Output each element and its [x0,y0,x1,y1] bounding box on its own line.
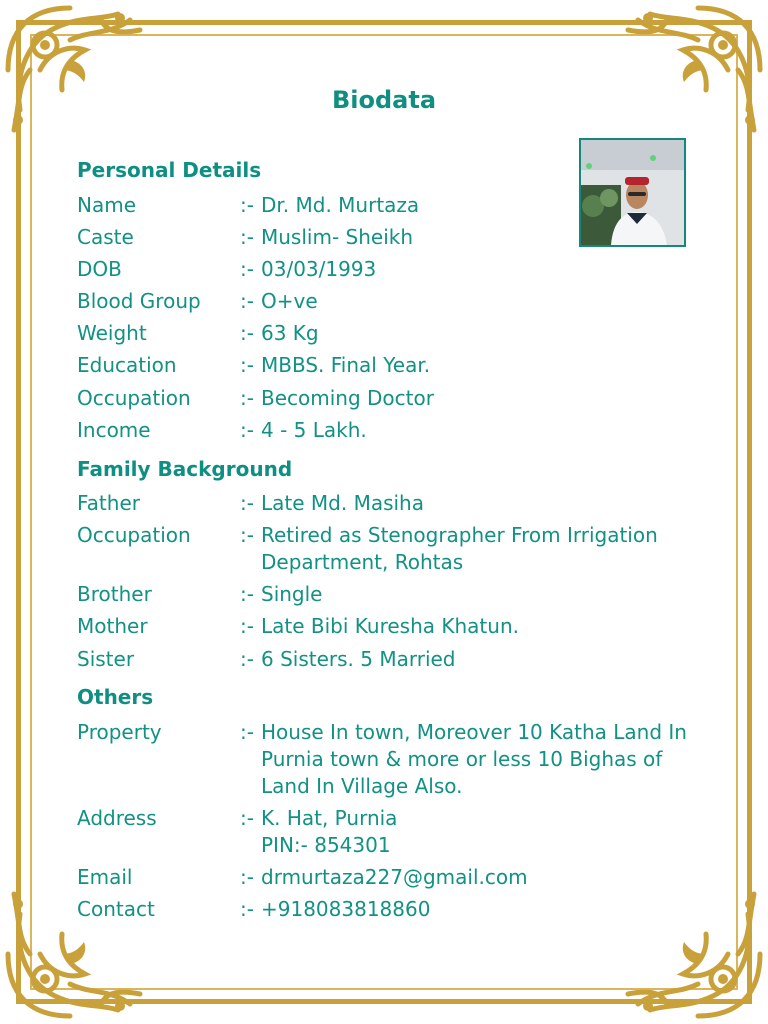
row-value: 6 Sisters. 5 Married [261,647,456,671]
row-value: K. Hat, Purnia PIN:- 854301 [261,806,398,857]
row-label: Blood Group [77,289,201,313]
row-label: Education [77,353,177,377]
corner-ornament-top-left [0,0,150,150]
row-value: 4 - 5 Lakh. [261,418,367,442]
section-heading-personal: Personal Details [77,158,262,182]
row-separator: :- [240,193,254,217]
row-separator: :- [240,289,254,313]
row-separator: :- [240,614,254,638]
row-separator: :- [240,257,254,281]
row-separator: :- [240,865,254,889]
row-value: O+ve [261,289,318,313]
row-separator: :- [240,418,254,442]
section-heading-family: Family Background [77,457,293,481]
row-value: Late Bibi Kuresha Khatun. [261,614,519,638]
row-separator: :- [240,523,254,547]
row-label: Father [77,491,140,515]
row-separator: :- [240,897,254,921]
row-value: 63 Kg [261,321,319,345]
row-value: 03/03/1993 [261,257,377,281]
row-label: Occupation [77,523,191,547]
row-separator: :- [240,647,254,671]
row-value: Becoming Doctor [261,386,434,410]
row-separator: :- [240,720,254,744]
corner-ornament-top-right [618,0,768,150]
row-value: Single [261,582,323,606]
row-label: Name [77,193,137,217]
row-label: Occupation [77,386,191,410]
row-separator: :- [240,806,254,830]
row-separator: :- [240,491,254,515]
row-label: Brother [77,582,152,606]
page-title: Biodata [331,86,437,114]
row-value: Retired as Stenographer From Irrigation Department, Rohtas [261,523,658,574]
row-label: Caste [77,225,134,249]
row-value: Late Md. Masiha [261,491,424,515]
row-value: Dr. Md. Murtaza [261,193,420,217]
row-label: Mother [77,614,148,638]
row-label: Email [77,865,133,889]
row-separator: :- [240,386,254,410]
row-separator: :- [240,582,254,606]
row-label: Address [77,806,157,830]
row-label: Contact [77,897,155,921]
section-heading-others: Others [77,685,154,709]
row-label: Sister [77,647,135,671]
row-value: Muslim- Sheikh [261,225,414,249]
row-label: DOB [77,257,122,281]
row-separator: :- [240,225,254,249]
row-value: drmurtaza227@gmail.com [261,865,528,889]
row-separator: :- [240,353,254,377]
row-value: +918083818860 [261,897,431,921]
row-separator: :- [240,321,254,345]
row-value: MBBS. Final Year. [261,353,431,377]
row-label: Weight [77,321,147,345]
row-value: House In town, Moreover 10 Katha Land In Purnia town & more or less 10 Bighas of Land In Village Also. [261,720,687,798]
row-label: Income [77,418,151,442]
row-label: Property [77,720,162,744]
